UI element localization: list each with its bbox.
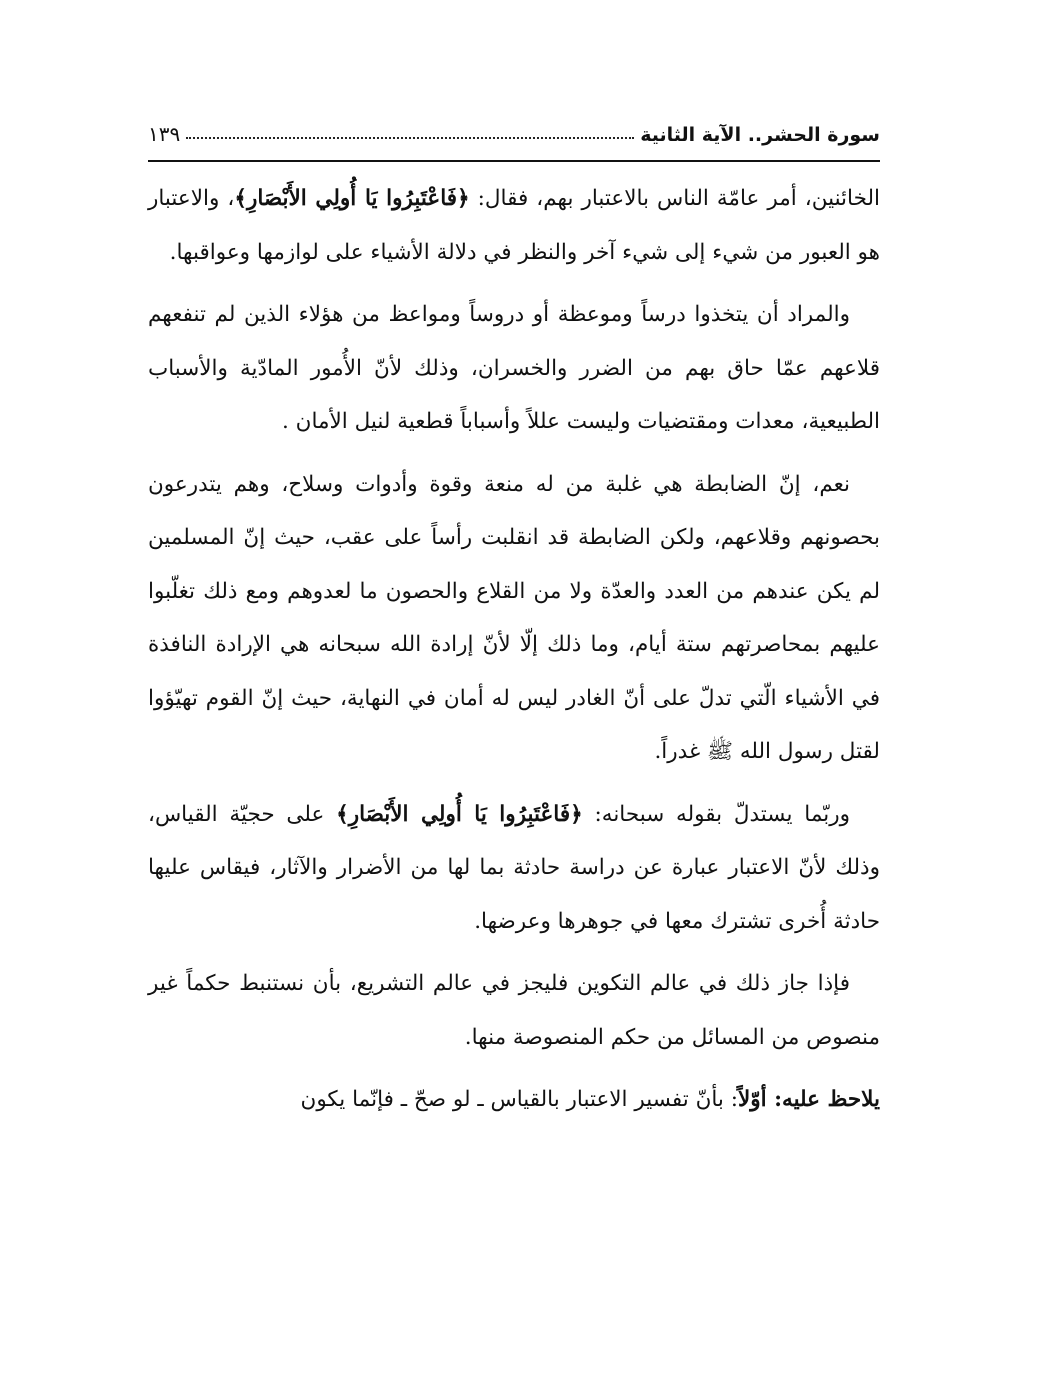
paragraph-text: على حجيّة القياس، وذلك لأنّ الاعتبار عبارة عن دراسة حادثة بما لها من الأضرار والآثار، فيقاس عليها حادثة أُخرى تشترك معها في جوهرها وعرضها. [148, 801, 880, 934]
header-leader-dots [186, 137, 634, 139]
paragraph-text: نعم، إنّ الضابطة هي غلبة من له منعة وقوة وأدوات وسلاح، وهم يتدرعون بحصونهم وقلاعهم، ولكن الضابطة قد انقلبت رأساً على عقب، حيث إنّ المسلمين لم يكن عندهم من العدد والعدّة ولا من القلاع والحصون ما لعدوهم ومع ذلك تغلّبوا عليهم بمحاصرتهم ستة أيام، وما ذلك إلّا لأنّ إرادة الله سبحانه هي الإرادة النافذة في الأشياء الّتي تدلّ على أنّ الغادر ليس له أمان في النهاية، حيث إنّ القوم تهيّؤوا لقتل رسول الله ﷺ غدراً. [148, 471, 880, 764]
paragraph-3 [148, 458, 880, 779]
header-rule [148, 160, 880, 162]
running-header [148, 112, 880, 146]
paragraph-5 [148, 957, 880, 1064]
paragraph-6 [148, 1073, 880, 1127]
page-body [148, 172, 880, 1127]
paragraph-text: ، والاعتبار هو العبور من شيء إلى شيء آخر والنظر في دلالة الأشياء على لوازمها وعواقبها. [148, 186, 880, 265]
page-number: ١٣٩ [148, 122, 181, 146]
paragraph-2 [148, 288, 880, 449]
quran-verse: ﴿فَاعْتَبِرُوا يَا أُولِي الأَبْصَارِ﴾ [234, 186, 470, 211]
paragraph-text: والمراد أن يتخذوا درساً وموعظة أو دروساً ومواعظ من هؤلاء الذين لم تنفعهم قلاعهم عمّا حاق بهم من الضرر والخسران، وذلك لأنّ الأُمور المادّية والأسباب الطبيعية، معدات ومقتضيات وليست عللاً وأسباباً قطعية لنيل الأمان . [148, 302, 880, 434]
paragraph-text: وربّما يستدلّ بقوله سبحانه: [582, 801, 851, 827]
book-page [148, 112, 880, 1136]
remark-lead: يلاحظ عليه: أوّلاً [738, 1087, 880, 1112]
paragraph-4 [148, 788, 880, 949]
paragraph-text: الخائنين، أمر عامّة الناس بالاعتبار بهم، فقال: [469, 186, 880, 211]
header-title: سورة الحشر.. الآية الثانية [640, 124, 880, 146]
paragraph-text: : بأنّ تفسير الاعتبار بالقياس ـ لو صحّ ـ فإنّما يكون [300, 1087, 738, 1112]
paragraph-text: فإذا جاز ذلك في عالم التكوين فليجز في عالم التشريع، بأن نستنبط حكماً غير منصوص من المسائل من حكم المنصوصة منها. [148, 971, 880, 1050]
quran-verse: ﴿فَاعْتَبِرُوا يَا أُولِي الأَبْصَارِ﴾ [336, 801, 583, 827]
paragraph-1 [148, 172, 880, 279]
